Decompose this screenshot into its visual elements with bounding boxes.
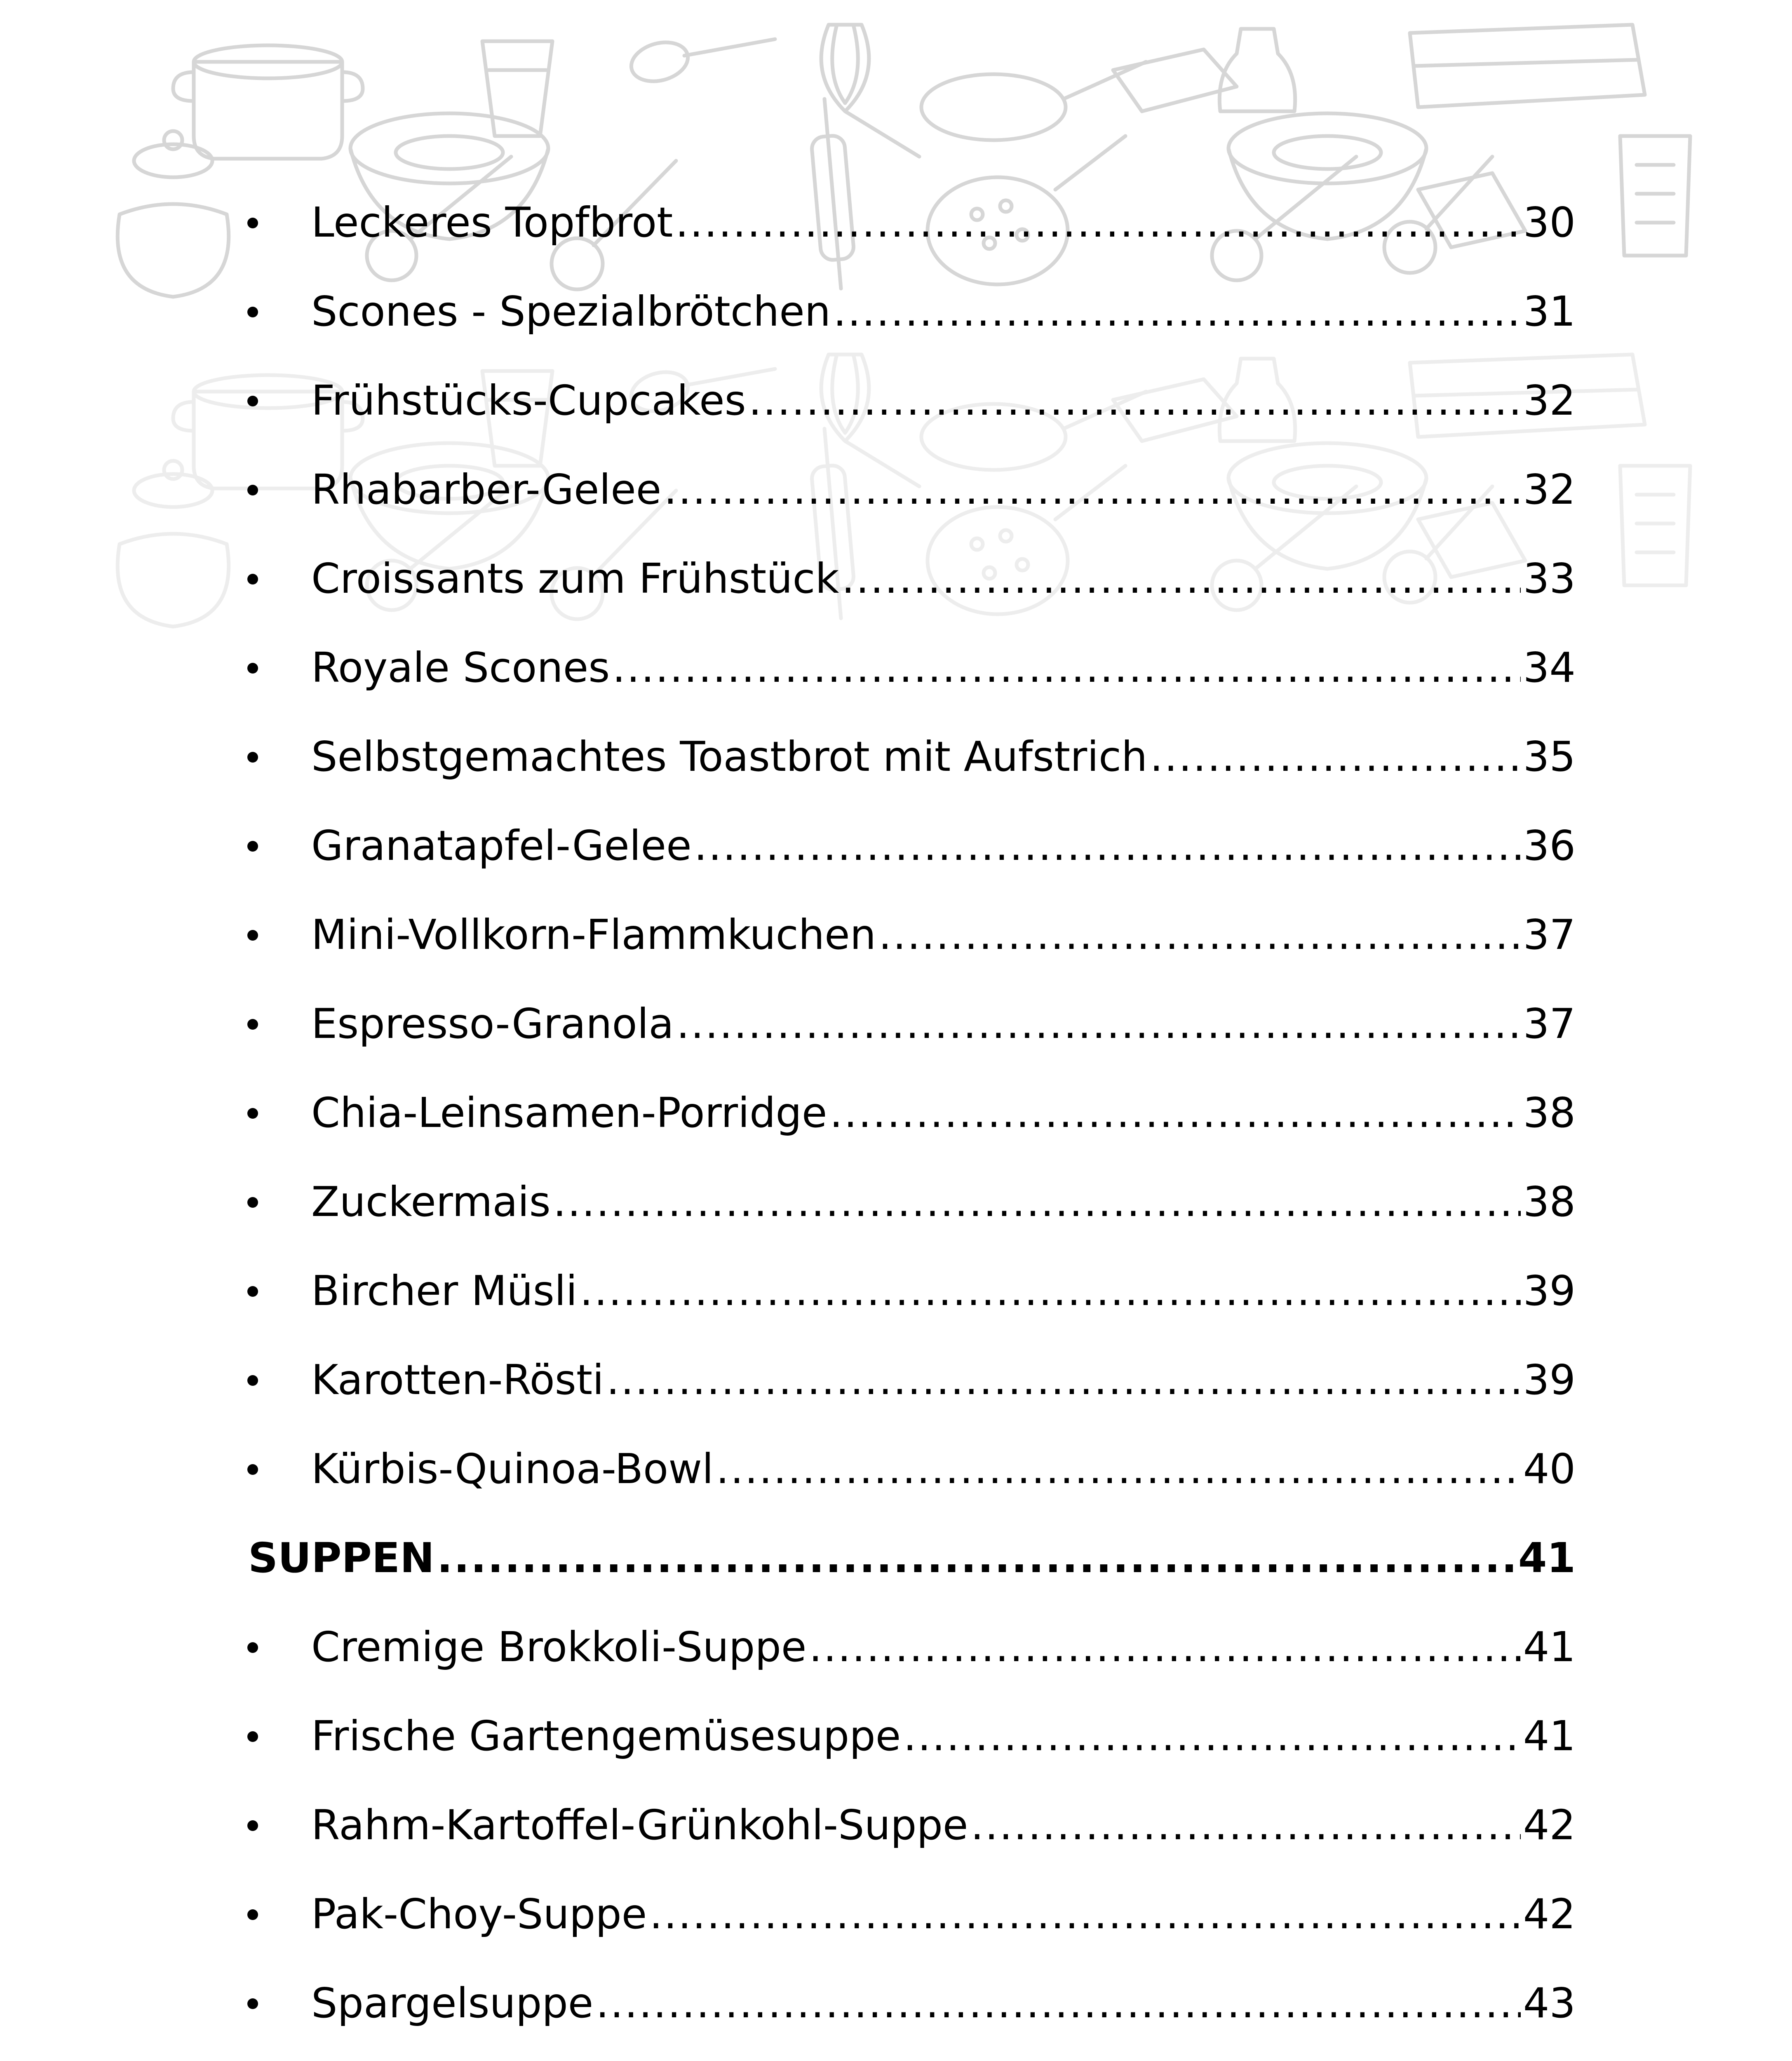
bullet-icon (247, 218, 258, 228)
toc-entry[interactable] (0, 732, 1792, 825)
toc-entry-row (311, 1089, 1576, 1137)
toc-entry-title: Cremige Brokkoli-Suppe (311, 1623, 807, 1671)
toc-entry-title: Kürbis-Quinoa-Bowl (311, 1445, 714, 1493)
dot-leader (664, 469, 1520, 510)
dot-leader (694, 825, 1521, 866)
bullet-icon (247, 1197, 258, 1208)
toc-entry-row (248, 1534, 1576, 1582)
toc-entry-title: Leckeres Topfbrot (311, 198, 673, 246)
toc-entry-row (311, 554, 1576, 603)
toc-page-number: 40 (1523, 1445, 1576, 1493)
dot-leader (841, 558, 1520, 599)
toc-entry[interactable] (0, 1178, 1792, 1270)
toc-entry-row (311, 643, 1576, 692)
toc-entry[interactable] (0, 1801, 1792, 1894)
toc-entry-title: Royale Scones (311, 643, 610, 692)
bullet-icon (247, 663, 258, 674)
toc-entry-title: Rhabarber-Gelee (311, 465, 662, 514)
bullet-icon (247, 1108, 258, 1119)
toc-page-number: 35 (1523, 732, 1576, 781)
toc-entry[interactable] (0, 554, 1792, 647)
toc-entry[interactable] (0, 1445, 1792, 1538)
toc-entry-title: Frische Gartengemüsesuppe (311, 1712, 901, 1760)
toc-entry-title: Scones - Spezialbrötchen (311, 287, 831, 336)
toc-entry[interactable] (0, 1267, 1792, 1359)
toc-entry[interactable] (0, 1089, 1792, 1181)
toc-page-number: 41 (1523, 1623, 1576, 1671)
bullet-icon (247, 841, 258, 852)
toc-entry-row (311, 1890, 1576, 1938)
toc-entry[interactable] (0, 1623, 1792, 1716)
bullet-icon (247, 1464, 258, 1475)
toc-entry-title: Chia-Leinsamen-Porridge (311, 1089, 827, 1137)
toc-page-number: 34 (1523, 643, 1576, 692)
dot-leader (553, 1181, 1521, 1223)
toc-entry[interactable] (0, 287, 1792, 380)
toc-page-number: 42 (1523, 1890, 1576, 1938)
toc-entry[interactable] (0, 465, 1792, 558)
toc-entry[interactable] (0, 1356, 1792, 1448)
toc-entry-title: Zuckermais (311, 1178, 551, 1226)
toc-page-number: 33 (1523, 554, 1576, 603)
dot-leader (970, 1805, 1520, 1846)
toc-entry-title: Karotten-Rösti (311, 1356, 604, 1404)
toc-page-number: 39 (1523, 1267, 1576, 1315)
toc-entry[interactable] (0, 376, 1792, 469)
toc-entry-row (311, 1356, 1576, 1404)
toc-page-number: 37 (1523, 1000, 1576, 1048)
dot-leader (596, 1983, 1520, 2024)
dot-leader (675, 202, 1520, 243)
toc-entry[interactable] (0, 1712, 1792, 1805)
toc-entry-row (311, 198, 1576, 246)
dot-leader (437, 1538, 1516, 1579)
dot-leader (612, 647, 1520, 688)
bullet-icon (247, 1998, 258, 2009)
toc-page-number: 39 (1523, 1356, 1576, 1404)
bullet-icon (247, 485, 258, 495)
toc-page-number: 41 (1523, 1712, 1576, 1760)
toc-entry-title: Mini-Vollkorn-Flammkuchen (311, 911, 876, 959)
toc-entry-title: Granatapfel-Gelee (311, 822, 692, 870)
toc-entry[interactable] (0, 911, 1792, 1003)
toc-entry[interactable] (0, 1000, 1792, 1092)
bullet-icon (247, 574, 258, 584)
toc-entry-row (311, 911, 1576, 959)
toc-entry[interactable] (0, 1890, 1792, 1983)
bullet-icon (247, 1909, 258, 1920)
dot-leader (580, 1270, 1520, 1312)
dot-leader (878, 914, 1521, 955)
toc-entry[interactable] (0, 1979, 1792, 2061)
toc-entry-row (311, 1000, 1576, 1048)
toc-entry-title: Espresso-Granola (311, 1000, 674, 1048)
toc-entry-title: Spargelsuppe (311, 1979, 594, 2027)
bullet-icon (247, 1731, 258, 1742)
dot-leader (716, 1448, 1521, 1490)
toc-entry-row (311, 1979, 1576, 2027)
bullet-icon (247, 752, 258, 763)
dot-leader (606, 1359, 1521, 1401)
toc-entry-row (311, 1267, 1576, 1315)
bullet-icon (247, 1286, 258, 1297)
toc-entry-row (311, 1445, 1576, 1493)
toc-entry-title: Rahm-Kartoffel-Grünkohl-Suppe (311, 1801, 968, 1849)
toc-page-number: 31 (1523, 287, 1576, 336)
dot-leader (649, 1894, 1520, 1935)
toc-entry-row (311, 1178, 1576, 1226)
dot-leader (749, 380, 1521, 421)
toc-entry-row (311, 1712, 1576, 1760)
toc-page-number: 32 (1523, 465, 1576, 514)
bullet-icon (247, 930, 258, 941)
table-of-contents (0, 198, 1792, 2061)
toc-entry-title: Pak-Choy-Suppe (311, 1890, 647, 1938)
toc-entry-title: Selbstgemachtes Toastbrot mit Aufstrich (311, 732, 1148, 781)
toc-entry-row (311, 1801, 1576, 1849)
bullet-icon (247, 1820, 258, 1831)
dot-leader (809, 1627, 1520, 1668)
toc-page-number: 32 (1523, 376, 1576, 425)
toc-entry-title: SUPPEN (248, 1534, 434, 1582)
toc-page-number: 43 (1523, 1979, 1576, 2027)
toc-entry[interactable] (0, 643, 1792, 736)
toc-entry-row (311, 287, 1576, 336)
toc-page-number: 36 (1523, 822, 1576, 870)
dot-leader (1150, 736, 1520, 777)
toc-entry-row (311, 822, 1576, 870)
bullet-icon (247, 1642, 258, 1653)
dot-leader (833, 291, 1521, 332)
toc-page-number: 38 (1523, 1089, 1576, 1137)
toc-page-number: 30 (1523, 198, 1576, 246)
dot-leader (829, 1092, 1520, 1134)
toc-page-number: 41 (1518, 1534, 1576, 1582)
toc-entry-row (311, 376, 1576, 425)
toc-entry-title: Frühstücks-Cupcakes (311, 376, 746, 425)
toc-page-number: 37 (1523, 911, 1576, 959)
bullet-icon (247, 1019, 258, 1030)
bullet-icon (247, 1375, 258, 1386)
toc-entry-row (311, 732, 1576, 781)
toc-entry[interactable] (0, 198, 1792, 291)
bullet-icon (247, 307, 258, 317)
toc-page-number: 38 (1523, 1178, 1576, 1226)
toc-section-heading[interactable] (0, 1534, 1792, 1627)
toc-entry-row (311, 465, 1576, 514)
dot-leader (676, 1003, 1521, 1045)
dot-leader (903, 1716, 1520, 1757)
toc-entry-title: Bircher Müsli (311, 1267, 578, 1315)
toc-entry-row (311, 1623, 1576, 1671)
bullet-icon (247, 396, 258, 406)
toc-entry-title: Croissants zum Frühstück (311, 554, 839, 603)
toc-page-number: 42 (1523, 1801, 1576, 1849)
toc-entry[interactable] (0, 822, 1792, 914)
